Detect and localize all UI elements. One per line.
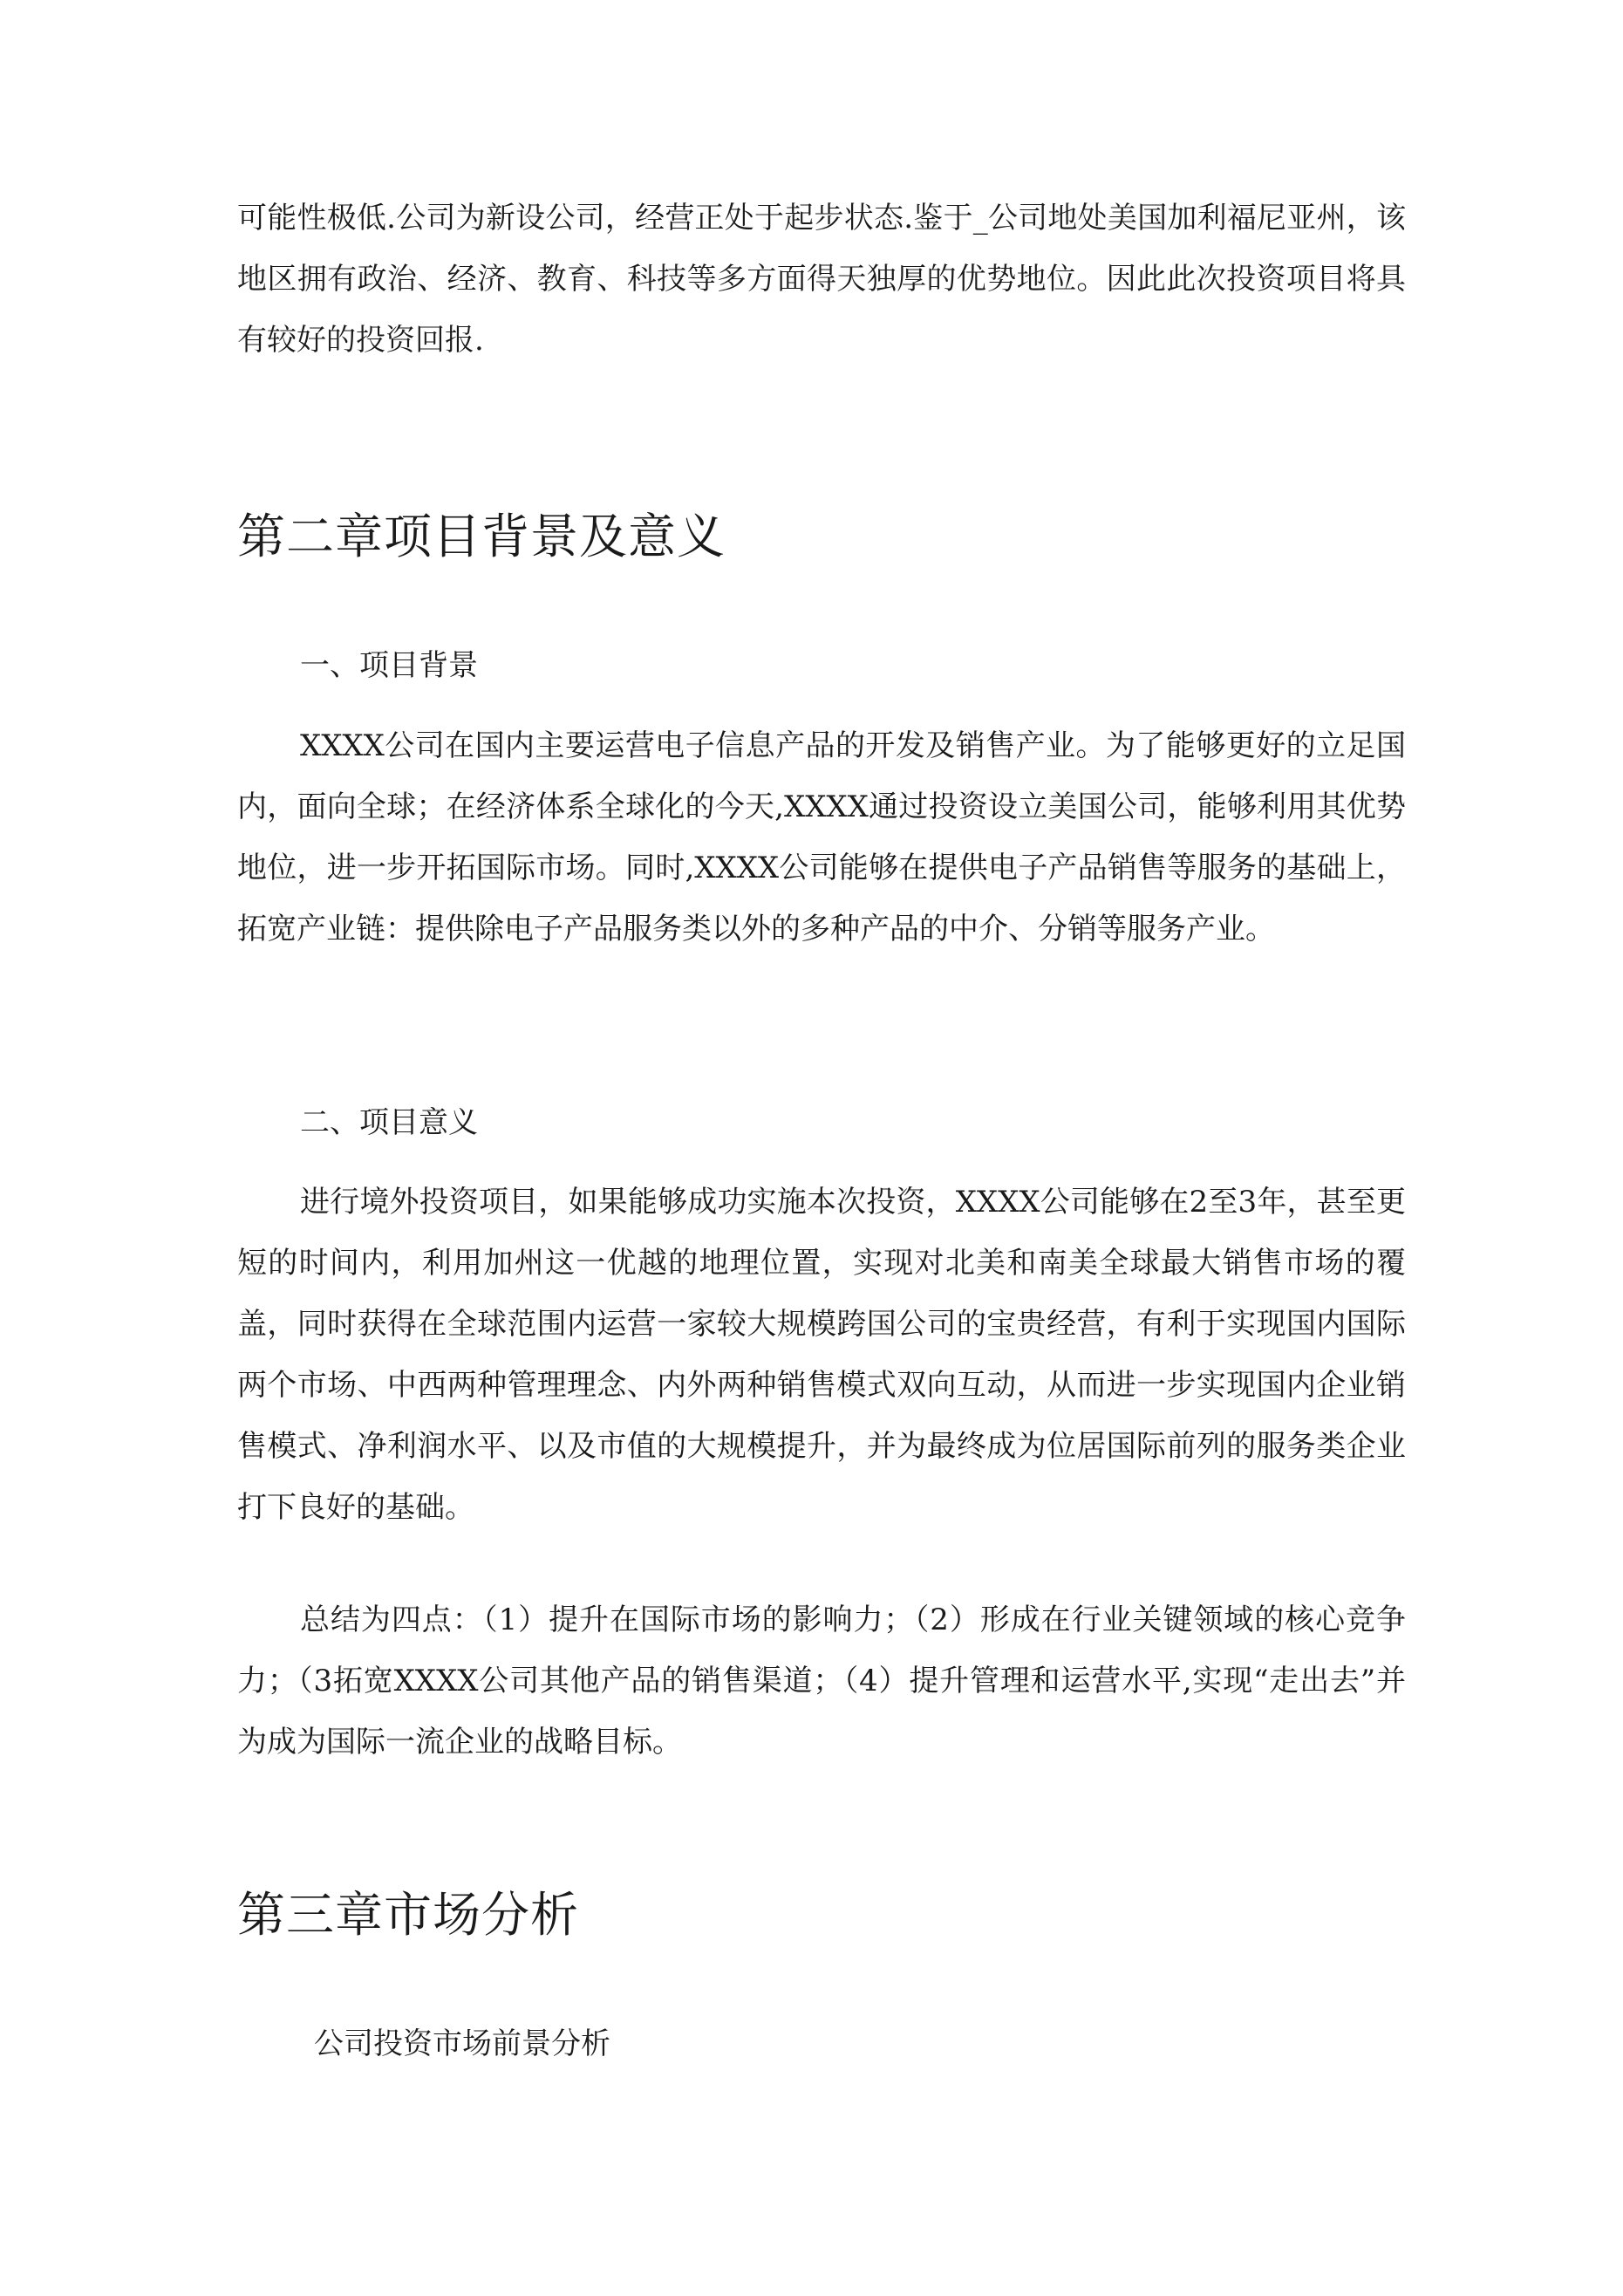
- intro-paragraph: 可能性极低.公司为新设公司，经营正处于起步状态.鉴于_公司地处美国加利福尼亚州，该地区拥有政治、经济、教育、科技等多方面得天独厚的优势地位。因此此次投资项目将具有较好的投资回报.: [237, 201, 1406, 358]
- summary-block: [237, 1589, 1406, 1773]
- intro-paragraph-block: [237, 188, 1406, 371]
- section-background-paragraph: XXXX公司在国内主要运营电子信息产品的开发及销售产业。为了能够更好的立足国内，面向全球；在经济体系全球化的今天,XXXX通过投资设立美国公司，能够利用其优势地位，进一步开拓国际市场。同时,XXXX公司能够在提供电子产品销售等服务的基础上，拓宽产业链：提供除电子产品服务类以外的多种产品的中介、分销等服务产业。: [237, 728, 1406, 946]
- section-significance-block: [237, 1172, 1406, 1538]
- summary-paragraph: 总结为四点：（1）提升在国际市场的影响力；（2）形成在行业关键领域的核心竞争力；（3拓宽XXXX公司其他产品的销售渠道；（4）提升管理和运营水平,实现“走出去”并为成为国际一流企业的战略目标。: [237, 1602, 1406, 1760]
- section-background-heading: 一、项目背景: [300, 648, 478, 683]
- section-significance-paragraph: 进行境外投资项目，如果能够成功实施本次投资，XXXX公司能够在2至3年，甚至更短的时间内，利用加州这一优越的地理位置，实现对北美和南美全球最大销售市场的覆盖，同时获得在全球范围内运营一家较大规模跨国公司的宝贵经营，有利于实现国内国际两个市场、中西两种管理理念、内外两种销售模式双向互动，从而进一步实现国内企业销售模式、净利润水平、以及市值的大规模提升，并为最终成为位居国际前列的服务类企业打下良好的基础。: [237, 1185, 1406, 1525]
- chapter-2-title: 第二章项目背景及意义: [237, 509, 726, 564]
- market-outlook-heading: 公司投资市场前景分析: [314, 2026, 610, 2061]
- chapter-3-title: 第三章市场分析: [237, 1887, 580, 1943]
- section-background-block: [237, 715, 1406, 960]
- section-significance-heading: 二、项目意义: [300, 1105, 478, 1140]
